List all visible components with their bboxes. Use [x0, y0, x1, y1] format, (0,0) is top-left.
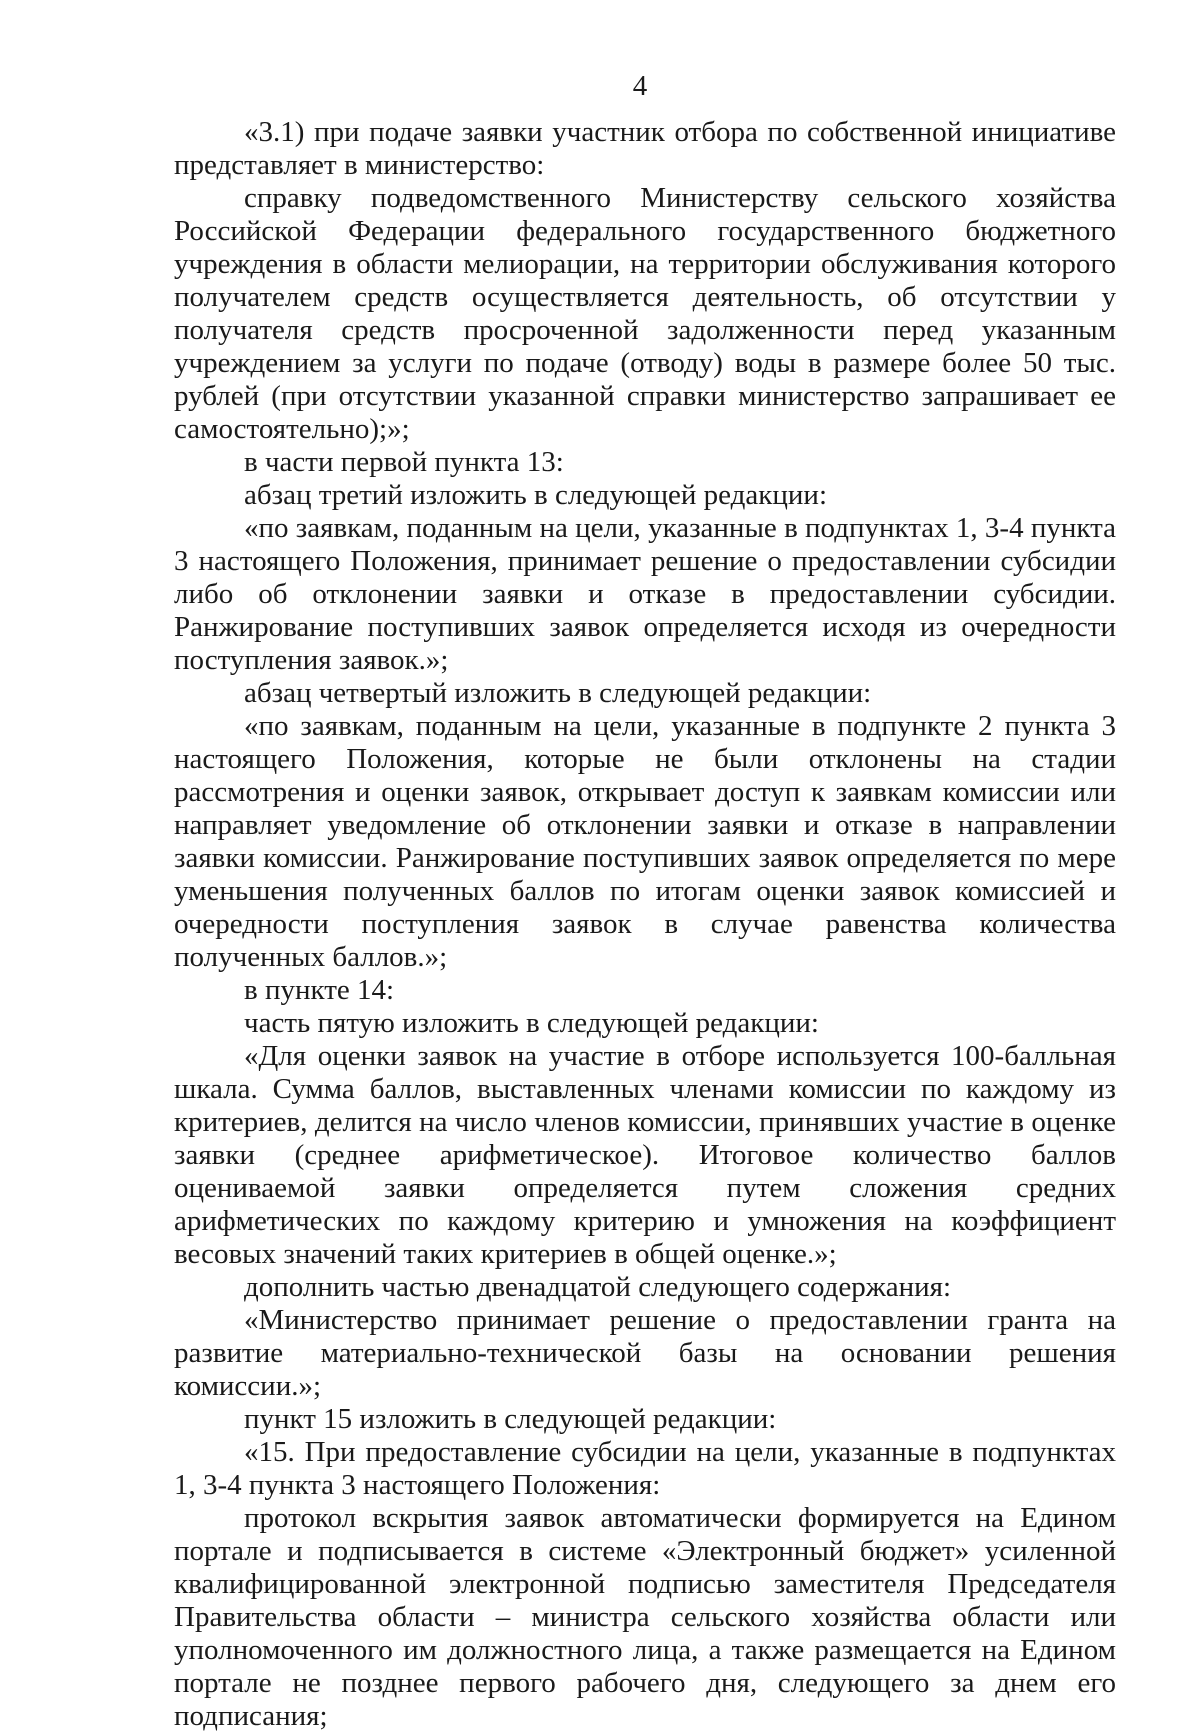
paragraph: абзац третий изложить в следующей редакции:	[244, 479, 828, 511]
paragraph: дополнить частью двенадцатой следующего содержания:	[244, 1271, 952, 1303]
paragraph: часть пятую изложить в следующей редакции:	[244, 1007, 819, 1039]
paragraph: справку подведомственного Министерству сельского хозяйства Российской Федерации федерального государственного бюджетного учреждения в области мелиорации, на территории обслуживания которого получателем средств осуществляется деятельность, об отсутствии у получателя средств просроченной задолженности перед указанным учреждением за услуги по подаче (отводу) воды в размере более 50 тыс. рублей (при отсутствии указанной справки министерство запрашивает ее самостоятельно);»;	[174, 182, 1116, 445]
document-body	[174, 116, 1116, 1733]
paragraph: «15. При предоставление субсидии на цели, указанные в подпунктах 1, 3-4 пункта 3 настоящего Положения:	[174, 1436, 1116, 1501]
page-number: 4	[632, 70, 648, 102]
paragraph: в части первой пункта 13:	[244, 446, 564, 478]
paragraph: «Для оценки заявок на участие в отборе используется 100-балльная шкала. Сумма баллов, выставленных членами комиссии по каждому из критериев, делится на число членов комиссии, принявших участие в оценке заявки (среднее арифметическое). Итоговое количество баллов оцениваемой заявки определяется путем сложения средних арифметических по каждому критерию и умножения на коэффициент весовых значений таких критериев в общей оценке.»;	[174, 1040, 1116, 1270]
paragraph: в пункте 14:	[244, 974, 395, 1006]
paragraph: «по заявкам, поданным на цели, указанные в подпункте 2 пункта 3 настоящего Положения, которые не были отклонены на стадии рассмотрения и оценки заявок, открывает доступ к заявкам комиссии или направляет уведомление об отклонении заявки и отказе в направлении заявки комиссии. Ранжирование поступивших заявок определяется по мере уменьшения полученных баллов по итогам оценки заявок комиссией и очередности поступления заявок в случае равенства количества полученных баллов.»;	[174, 710, 1116, 973]
paragraph: «Министерство принимает решение о предоставлении гранта на развитие материально-технической базы на основании решения комиссии.»;	[174, 1304, 1116, 1402]
paragraph: абзац четвертый изложить в следующей редакции:	[244, 677, 872, 709]
paragraph: «по заявкам, поданным на цели, указанные в подпунктах 1, 3-4 пункта 3 настоящего Положения, принимает решение о предоставлении субсидии либо об отклонении заявки и отказе в предоставлении субсидии. Ранжирование поступивших заявок определяется исходя из очередности поступления заявок.»;	[174, 512, 1116, 676]
paragraph: «3.1) при подаче заявки участник отбора по собственной инициативе представляет в министерство:	[174, 116, 1116, 181]
paragraph: протокол вскрытия заявок автоматически формируется на Едином портале и подписывается в системе «Электронный бюджет» усиленной квалифицированной электронной подписью заместителя Председателя Правительства области – министра сельского хозяйства области или уполномоченного им должностного лица, а также размещается на Едином портале не позднее первого рабочего дня, следующего за днем его подписания;	[174, 1502, 1116, 1732]
paragraph: пункт 15 изложить в следующей редакции:	[244, 1403, 777, 1435]
